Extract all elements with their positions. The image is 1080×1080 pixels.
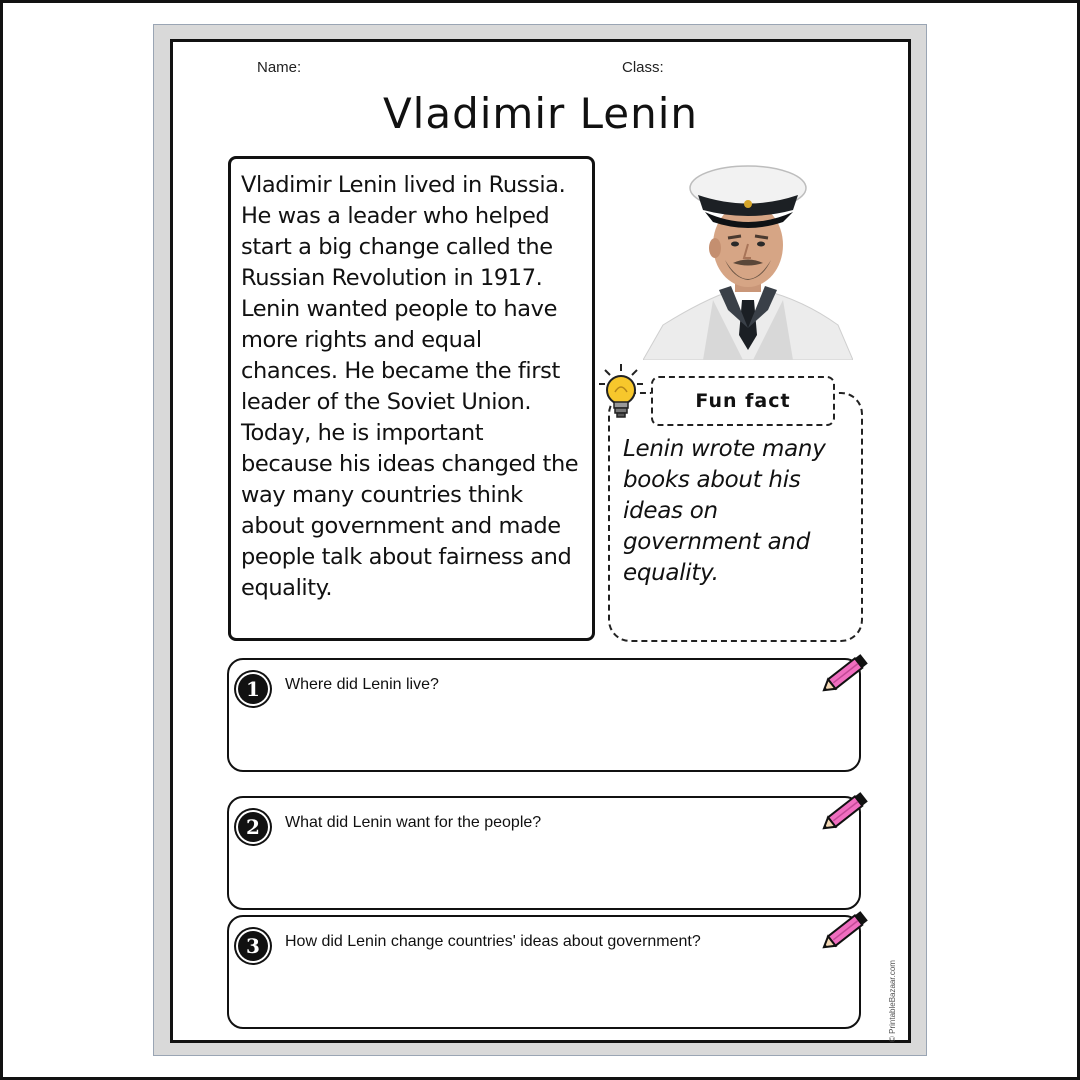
pencil-icon (817, 788, 873, 838)
question-text-3: How did Lenin change countries' ideas about government? (285, 933, 701, 950)
question-box-1[interactable] (227, 658, 861, 772)
question-box-3[interactable] (227, 915, 861, 1029)
passage-text: Vladimir Lenin lived in Russia. He was a leader who helped start a big change called the Russian Revolution in 1917. Lenin wanted people to have more rights and equal chances. He became the first leader of the Soviet Union. Today, he is important because his ideas changed the way many countries think about government and made people talk about fairness and equality. (241, 172, 579, 601)
lightbulb-icon (597, 362, 645, 424)
fun-fact-text: Lenin wrote many books about his ideas on government and equality. (623, 436, 826, 586)
page-title: Vladimir Lenin (382, 89, 699, 138)
name-label: Name: (257, 59, 302, 76)
pencil-icon (817, 650, 873, 700)
fun-fact-heading: Fun fact (651, 376, 835, 426)
worksheet-background (153, 24, 927, 1056)
class-label: Class: (622, 59, 664, 76)
question-number-3: 3 (238, 931, 268, 961)
passage-box (228, 156, 595, 641)
question-text-2: What did Lenin want for the people? (285, 814, 542, 831)
pencil-icon (817, 907, 873, 957)
lenin-portrait-image (643, 160, 853, 360)
copyright-text: © PrintableBazaar.com (888, 960, 897, 1042)
question-box-2[interactable] (227, 796, 861, 910)
question-number-1: 1 (238, 674, 268, 704)
worksheet-page (170, 39, 911, 1043)
question-number-2: 2 (238, 812, 268, 842)
question-text-1: Where did Lenin live? (285, 676, 439, 693)
